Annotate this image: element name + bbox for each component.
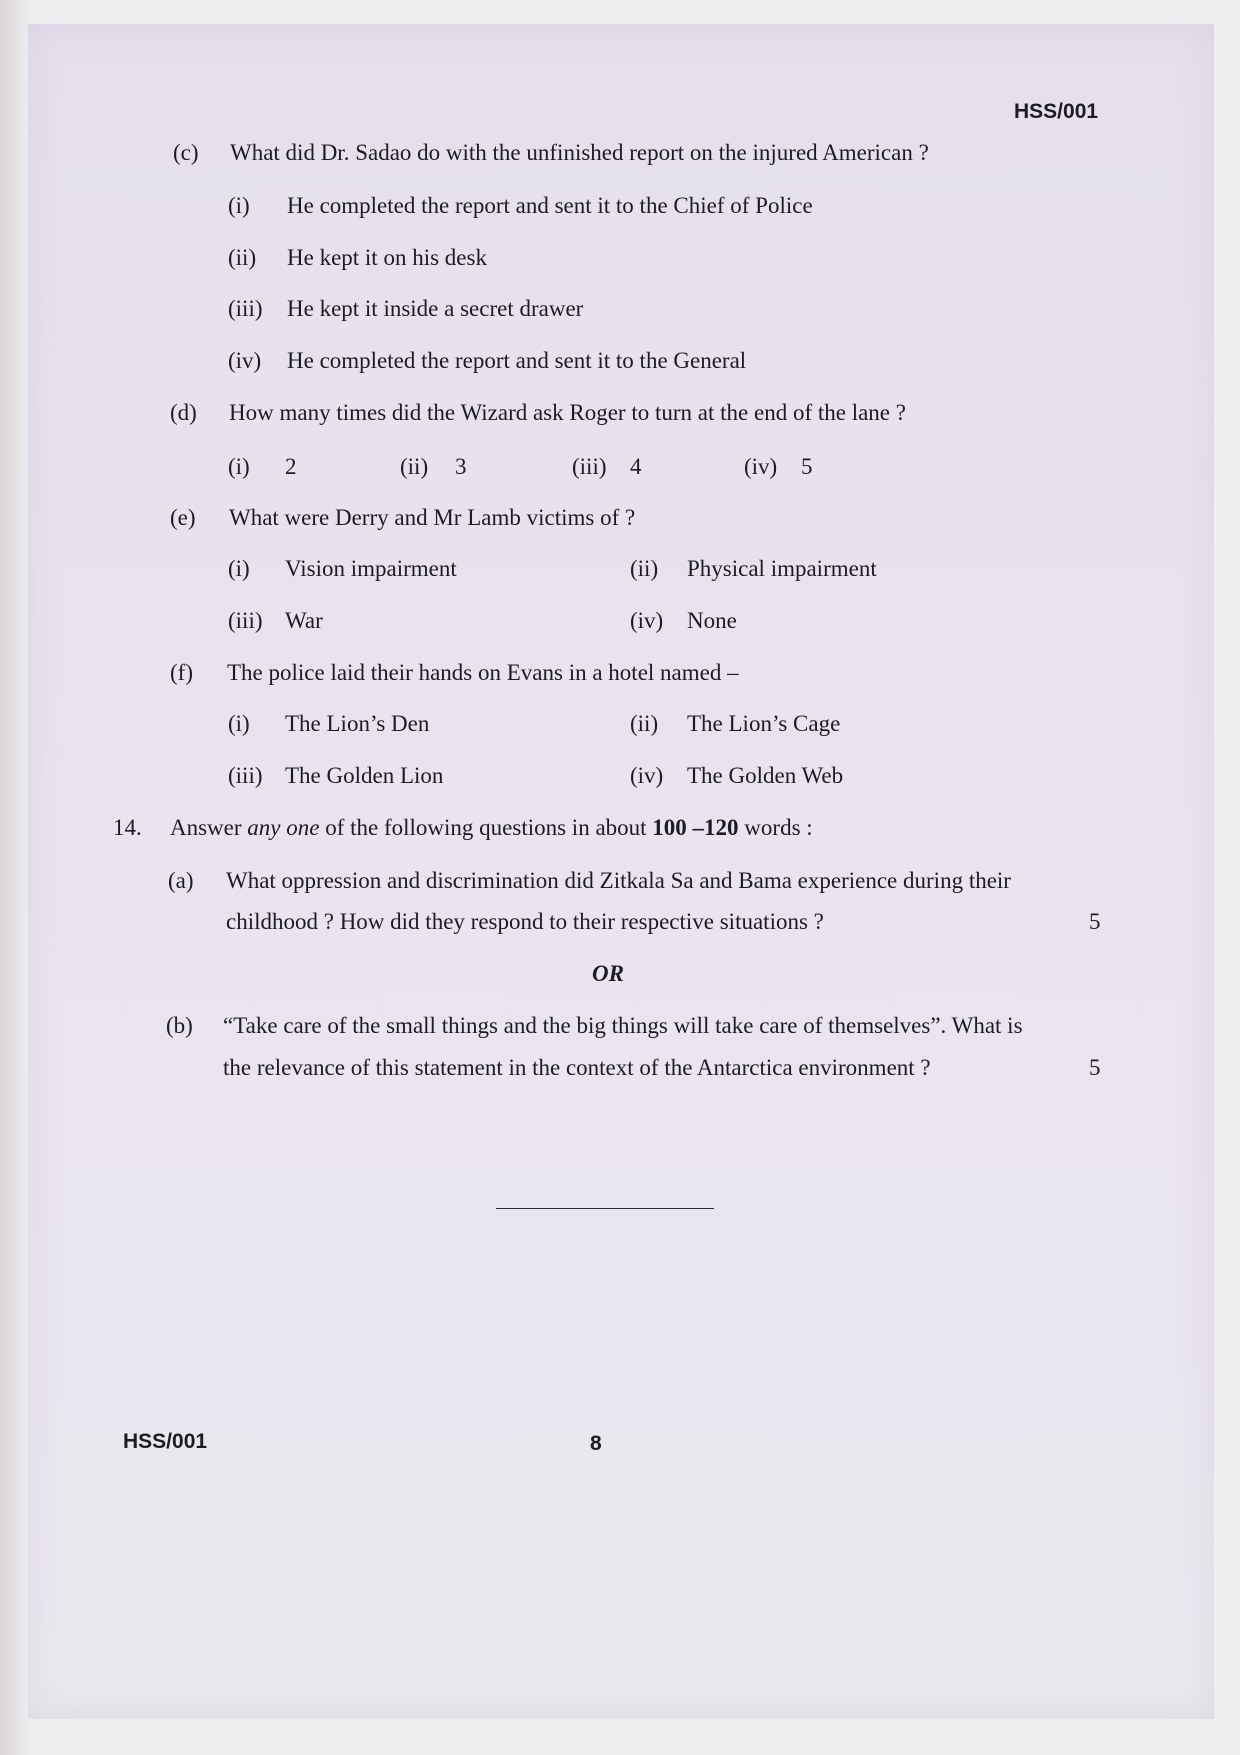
q13c-option-label: (iv)	[228, 348, 262, 373]
q14a-label: (a)	[168, 868, 194, 893]
q13d-option-label: (ii)	[400, 454, 429, 479]
q13c-option-text: He kept it inside a secret drawer	[287, 296, 584, 321]
header-paper-code: HSS/001	[1014, 100, 1099, 123]
q13e-option-label: (iv)	[630, 608, 664, 633]
q13e-option-text: War	[285, 608, 323, 633]
q13c-option-text: He kept it on his desk	[287, 245, 487, 270]
q13e-option-text: Physical impairment	[687, 556, 877, 581]
page-number: 8	[590, 1432, 602, 1455]
q13e-option-text: Vision impairment	[285, 556, 457, 581]
q14b-marks: 5	[1089, 1055, 1101, 1080]
q14-instruction-post: words :	[738, 815, 813, 840]
q13f-question: The police laid their hands on Evans in a hotel named –	[227, 660, 739, 685]
q13d-option-label: (iii)	[572, 454, 607, 479]
or-separator: OR	[592, 961, 624, 986]
q13c-option-label: (i)	[228, 193, 250, 218]
q14b-line2: the relevance of this statement in the context of the Antarctica environment ?	[223, 1055, 931, 1080]
footer-paper-code: HSS/001	[123, 1430, 208, 1453]
q14-instruction-pre: Answer	[170, 815, 248, 840]
q13f-option-text: The Golden Web	[687, 763, 844, 788]
q14b-line1: “Take care of the small things and the big things will take care of themselves”. What is	[223, 1013, 1023, 1038]
q13d-option-label: (i)	[228, 454, 250, 479]
scan-edge	[0, 0, 28, 1755]
q14a-marks: 5	[1089, 909, 1101, 934]
q13e-option-label: (iii)	[228, 608, 263, 633]
end-rule	[496, 1208, 714, 1209]
q13c-question: What did Dr. Sadao do with the unfinished report on the injured American ?	[230, 140, 929, 165]
q13e-question: What were Derry and Mr Lamb victims of ?	[229, 505, 636, 530]
q13d-option-text: 4	[630, 454, 642, 479]
q13d-option-text: 3	[455, 454, 467, 479]
q13d-option-text: 5	[801, 454, 813, 479]
q13f-option-label: (iii)	[228, 763, 263, 788]
q14a-line1: What oppression and discrimination did Zitkala Sa and Bama experience during their	[226, 868, 1011, 893]
q13d-option-label: (iv)	[744, 454, 778, 479]
q13d-option-text: 2	[285, 454, 297, 479]
q13f-label: (f)	[170, 660, 193, 685]
q13c-option-text: He completed the report and sent it to the Chief of Police	[287, 193, 813, 218]
q14-instruction-mid: of the following questions in about	[319, 815, 653, 840]
q14-number: 14.	[113, 815, 142, 840]
q13c-label: (c)	[173, 140, 199, 165]
q14-word-range: 100 –120	[652, 815, 739, 840]
q13f-option-label: (i)	[228, 711, 250, 736]
q13c-option-text: He completed the report and sent it to the General	[287, 348, 747, 373]
q13f-option-text: The Lion’s Den	[285, 711, 430, 736]
q13e-option-text: None	[687, 608, 737, 633]
q13f-option-label: (iv)	[630, 763, 664, 788]
q14-instruction-emphasis: any one	[247, 815, 320, 840]
q13e-label: (e)	[170, 505, 196, 530]
q13f-option-text: The Lion’s Cage	[687, 711, 841, 736]
q14b-label: (b)	[166, 1013, 193, 1038]
q13c-option-label: (iii)	[228, 296, 263, 321]
q14-instruction	[170, 815, 813, 841]
q13d-label: (d)	[170, 400, 197, 425]
q13f-option-label: (ii)	[630, 711, 659, 736]
q13e-option-label: (i)	[228, 556, 250, 581]
q13f-option-text: The Golden Lion	[285, 763, 444, 788]
q13e-option-label: (ii)	[630, 556, 659, 581]
q13c-option-label: (ii)	[228, 245, 257, 270]
q14a-line2: childhood ? How did they respond to their respective situations ?	[226, 909, 824, 934]
q13d-question: How many times did the Wizard ask Roger to turn at the end of the lane ?	[229, 400, 906, 425]
